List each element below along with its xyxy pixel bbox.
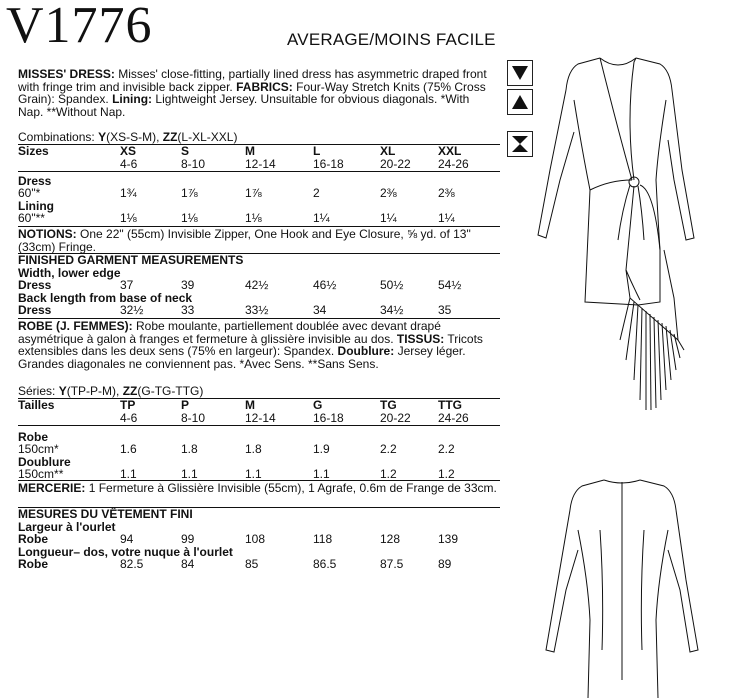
measurement-value: 42½ — [245, 278, 269, 292]
notions-label: NOTIONS: — [18, 227, 77, 241]
french-yardage-table — [18, 398, 500, 481]
width-lower-edge-label: Width, lower edge — [18, 265, 121, 280]
series-y: Y — [58, 384, 67, 398]
mercerie-block — [18, 482, 500, 495]
mercerie-text: 1 Fermeture à Glissière Invisible (55cm), 1 Agrafe, 0.6m de Frange de 33cm. — [88, 481, 497, 495]
yardage-value: 1⅞ — [181, 186, 198, 200]
series-zz: ZZ — [122, 384, 138, 398]
measurement-value: 82.5 — [120, 557, 144, 571]
notions-text: One 22" (55cm) Invisible Zipper, One Hook and Eye Closure, ⅝ yd. of 13" (33cm) Fringe. — [18, 227, 471, 254]
size-code: M — [245, 144, 255, 158]
dress-description: Misses' close-fitting, partially lined dress has asymmetric draped front with fringe trim and invisible back zipper. — [18, 67, 487, 94]
yardage-value: 1¼ — [313, 211, 330, 225]
combo-y: Y — [98, 130, 107, 144]
measurement-value: 108 — [245, 532, 266, 546]
fabric-width: 60"* — [18, 186, 41, 200]
tissus-label: TISSUS: — [396, 331, 445, 346]
fabric-width: 150cm* — [18, 442, 59, 456]
series-line — [18, 384, 203, 398]
size-code: XXL — [438, 144, 462, 158]
difficulty-level: AVERAGE/MOINS FACILE — [287, 30, 496, 49]
back-length-label: Back length from base of neck — [18, 290, 193, 305]
yardage-value: 1¾ — [120, 186, 137, 200]
lining-label: Lining: — [112, 92, 153, 106]
combinations-label: Combinations: — [18, 130, 95, 144]
measurement-value: 50½ — [380, 278, 404, 292]
yardage-value: 1⅛ — [181, 211, 198, 225]
yardage-value: 1.2 — [380, 467, 397, 481]
finished-label: FINISHED GARMENT MEASUREMENTS — [18, 253, 244, 267]
robe-title: ROBE (J. FEMMES): — [18, 319, 133, 333]
pattern-number: V1776 — [6, 0, 153, 54]
size-number: 24-26 — [438, 411, 469, 425]
measurement-value: 99 — [181, 532, 195, 546]
measurement-value: 94 — [120, 532, 134, 546]
robe-label: Robe — [18, 532, 48, 546]
size-code: XS — [120, 144, 137, 158]
yardage-value: 1.1 — [313, 467, 330, 481]
yardage-value: 1.8 — [245, 442, 262, 456]
size-code: L — [313, 144, 321, 158]
yardage-value: 1.9 — [313, 442, 330, 456]
size-code: TTG — [438, 398, 462, 412]
english-yardage-table — [18, 144, 500, 225]
measurement-value: 39 — [181, 278, 195, 292]
combinations-line — [18, 130, 237, 144]
size-code: TP — [120, 398, 136, 412]
tailles-label: Tailles — [18, 398, 55, 412]
measurement-value: 86.5 — [313, 557, 337, 571]
yardage-value: 2⅜ — [438, 186, 455, 200]
largeur-label: Largeur à l'ourlet — [18, 519, 116, 534]
yardage-value: 2⅜ — [380, 186, 397, 200]
mesures-table — [18, 508, 500, 571]
robe-label: Robe — [18, 429, 48, 444]
fabric-width: 60"** — [18, 211, 45, 225]
sizes-header-row — [18, 144, 500, 158]
measurement-value: 54½ — [438, 278, 462, 292]
combo-zz: ZZ — [162, 130, 178, 144]
dress-label: Dress — [18, 173, 52, 188]
dress-yardage-row — [18, 187, 500, 200]
yardage-value: 1.1 — [181, 467, 198, 481]
fabrics-text: Four-Way Stretch Knits (75% Cross Grain): Spandex. — [18, 79, 486, 106]
measurement-value: 46½ — [313, 278, 337, 292]
series-zz-sizes: (G-TG-TTG) — [137, 384, 204, 398]
mercerie-label: MERCERIE: — [18, 481, 86, 495]
yardage-value: 1.1 — [120, 467, 137, 481]
measurement-value: 118 — [313, 532, 333, 546]
robe-label: Robe — [18, 557, 48, 571]
doublure-label: Doublure: — [337, 344, 395, 358]
size-numbers-row — [18, 412, 500, 425]
tissus-text: Tricots extensibles dans les deux sens (75% en largeur): Spandex. — [18, 331, 483, 358]
dress-title: MISSES' DRESS: — [18, 67, 115, 81]
measurement-value: 34½ — [380, 303, 404, 317]
lining-row-label: Lining — [18, 198, 54, 213]
doublure-yardage-row — [18, 468, 500, 481]
measurement-value: 34 — [313, 303, 327, 317]
yardage-value: 1.1 — [245, 467, 262, 481]
measurement-value: 85 — [245, 557, 259, 571]
size-number: 8-10 — [181, 157, 206, 171]
size-code: M — [245, 398, 255, 412]
size-number: 20-22 — [380, 411, 411, 425]
size-numbers-row — [18, 158, 500, 171]
measurement-value: 32½ — [120, 303, 144, 317]
dress-front-illustration — [530, 40, 730, 470]
size-code: P — [181, 398, 190, 412]
series-y-sizes: (TP-P-M), — [66, 384, 120, 398]
doublure-text: Jersey léger. Grandes diagonales ne conviennent pas. *Avec Sens. **Sans Sens. — [18, 344, 466, 371]
measurement-value: 35 — [438, 303, 452, 317]
notions-block — [18, 228, 500, 253]
size-code: G — [313, 398, 323, 412]
robe-description: Robe moulante, partiellement doublée avec devant drapé asymétrique à galon à franges et fermeture à glissière invisible au dos. — [18, 319, 441, 346]
measurement-value: 84 — [181, 557, 195, 571]
sizes-label: Sizes — [18, 144, 49, 158]
yardage-value: 1⅞ — [245, 186, 262, 200]
french-description — [18, 320, 488, 370]
size-code: S — [181, 144, 190, 158]
combo-y-sizes: (XS-S-M), — [106, 130, 160, 144]
series-label: Séries: — [18, 384, 56, 398]
measurement-value: 33½ — [245, 303, 269, 317]
yardage-value: 1.6 — [120, 442, 137, 456]
mesures-label: MESURES DU VÊTEMENT FINI — [18, 507, 193, 521]
measurement-value: 87.5 — [380, 557, 404, 571]
lining-text: Lightweight Jersey. Unsuitable for obvious diagonals. *With Nap. **Without Nap. — [18, 92, 470, 119]
measurement-value: 37 — [120, 278, 134, 292]
tailles-header-row — [18, 398, 500, 412]
lining-yardage-row — [18, 212, 500, 225]
back-length-row — [18, 304, 500, 317]
size-number: 12-14 — [245, 411, 276, 425]
measurement-value: 128 — [380, 532, 401, 546]
measurement-value: 89 — [438, 557, 452, 571]
size-number: 8-10 — [181, 411, 206, 425]
size-code: TG — [380, 398, 397, 412]
size-number: 4-6 — [120, 411, 138, 425]
yardage-value: 1.8 — [181, 442, 198, 456]
largeur-row — [18, 533, 500, 546]
size-code: XL — [380, 144, 396, 158]
doublure-row-label: Doublure — [18, 454, 71, 469]
robe-yardage-row — [18, 443, 500, 456]
yardage-value: 1⅛ — [245, 211, 262, 225]
yardage-value: 1⅛ — [120, 211, 137, 225]
measurement-value: 33 — [181, 303, 195, 317]
yardage-value: 2 — [313, 186, 320, 200]
longueur-row — [18, 558, 500, 571]
yardage-value: 1¼ — [380, 211, 397, 225]
size-number: 4-6 — [120, 157, 138, 171]
combo-zz-sizes: (L-XL-XXL) — [177, 130, 238, 144]
size-number: 24-26 — [438, 157, 469, 171]
finished-measurements-table — [18, 254, 500, 317]
measurement-value: 139 — [438, 532, 459, 546]
yardage-value: 2.2 — [380, 442, 397, 456]
size-number: 20-22 — [380, 157, 411, 171]
size-number: 12-14 — [245, 157, 276, 171]
width-row — [18, 279, 500, 292]
english-description — [18, 68, 498, 118]
longueur-label: Longueur– dos, votre nuque à l'ourlet — [18, 544, 233, 559]
yardage-value: 1¼ — [438, 211, 455, 225]
dress-label: Dress — [18, 278, 52, 292]
fabrics-label: FABRICS: — [236, 79, 293, 94]
dress-back-illustration — [530, 470, 730, 700]
fabric-width: 150cm** — [18, 467, 64, 481]
dress-label: Dress — [18, 303, 52, 317]
size-number: 16-18 — [313, 157, 344, 171]
size-number: 16-18 — [313, 411, 344, 425]
yardage-value: 1.2 — [438, 467, 455, 481]
yardage-value: 2.2 — [438, 442, 455, 456]
